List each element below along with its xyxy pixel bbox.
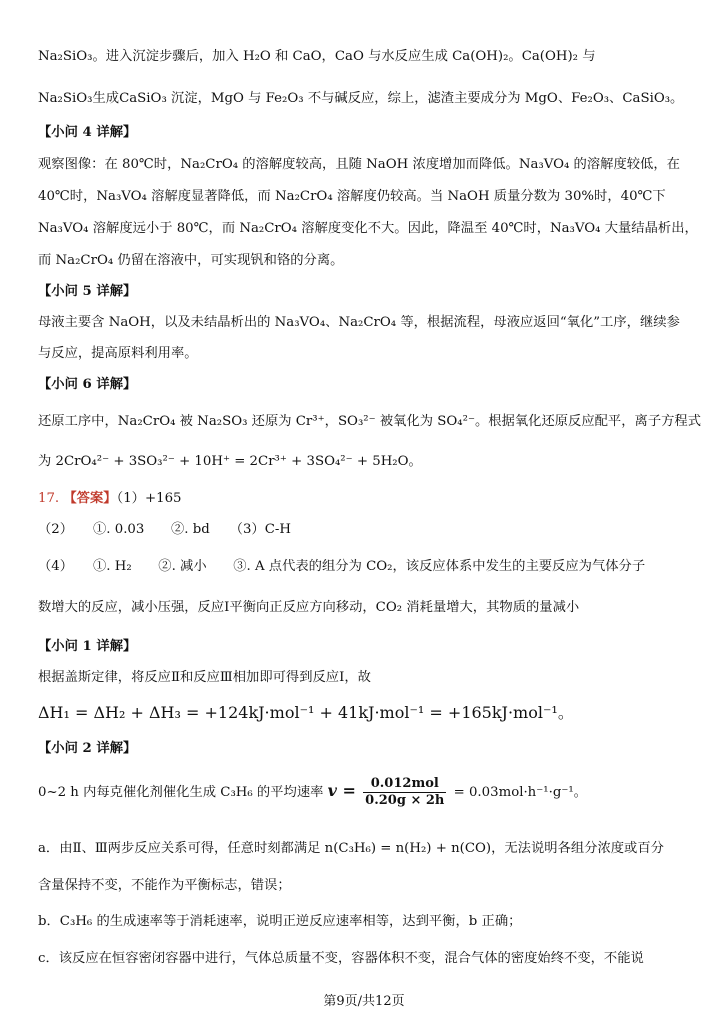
rate-result: = 0.03mol·h⁻¹·g⁻¹。 [453, 785, 587, 800]
text-line: 根据盖斯定律，将反应Ⅱ和反应Ⅲ相加即可得到反应Ⅰ，故 [38, 670, 371, 685]
answer-label: 【答案】 [63, 491, 117, 506]
section-header: 【小问 6 详解】 [38, 377, 137, 392]
text-line: 40℃时，Na₃VO₄ 溶解度显著降低，而 Na₂CrO₄ 溶解度仍较高。当 NaOH 质量分数为 30%时，40℃下 [38, 189, 666, 204]
page-footer: 第9页/共12页 [323, 994, 405, 1009]
text-line: 母液主要含 NaOH，以及未结晶析出的 Na₃VO₄、Na₂CrO₄ 等，根据流程，母液应返回“氧化”工序，继续参 [38, 315, 680, 330]
answer-2-3: （2） ①. 0.03 ②. bd （3）C-H [38, 522, 291, 537]
text-line: Na₃VO₄ 溶解度远小于 80℃，而 Na₂CrO₄ 溶解度变化不大。因此，降温至 40℃时，Na₃VO₄ 大量结晶析出， [38, 221, 698, 236]
option-c: c．该反应在恒容密闭容器中进行，气体总质量不变，容器体积不变，混合气体的密度始终不变，不能说 [38, 951, 644, 966]
text-line: Na₂SiO₃。进入沉淀步骤后，加入 H₂O 和 CaO，CaO 与水反应生成 Ca(OH)₂。Ca(OH)₂ 与 [38, 49, 596, 64]
rate-prefix: 0~2 h 内每克催化剂催化生成 C₃H₆ 的平均速率 [38, 785, 324, 800]
question-number: 17. [38, 491, 60, 506]
equation-line: ΔH₁ = ΔH₂ + ΔH₃ = +124kJ·mol⁻¹ + 41kJ·mol⁻¹ = +165kJ·mol⁻¹。 [38, 703, 574, 722]
fraction-numerator: 0.012mol [363, 776, 446, 793]
rate-line [38, 773, 690, 811]
rate-fraction [363, 776, 446, 809]
section-header: 【小问 2 详解】 [38, 741, 137, 756]
section-header: 【小问 4 详解】 [38, 125, 137, 140]
equation-line: 为 2CrO₄²⁻ + 3SO₃²⁻ + 10H⁺ = 2Cr³⁺ + 3SO₄²⁻ + 5H₂O。 [38, 454, 422, 469]
text-line: 与反应，提高原料利用率。 [38, 346, 198, 361]
answer-4: （4） ①. H₂ ②. 减小 ③. A 点代表的组分为 CO₂，该反应体系中发生的主要反应为气体分子 [38, 559, 646, 574]
answer-1: （1）+165 [116, 491, 182, 506]
answer-17-line [38, 490, 690, 508]
answer-4-cont: 数增大的反应，减小压强，反应Ⅰ平衡向正反应方向移动，CO₂ 消耗量增大，其物质的量减小 [38, 600, 580, 615]
fraction-denominator: 0.20g × 2h [365, 793, 445, 808]
text-line: 观察图像：在 80℃时，Na₂CrO₄ 的溶解度较高，且随 NaOH 浓度增加而降低。Na₃VO₄ 的溶解度较低，在 [38, 157, 680, 172]
option-a-cont: 含量保持不变，不能作为平衡标志，错误； [38, 878, 291, 893]
section-header: 【小问 1 详解】 [38, 639, 137, 654]
rate-symbol: v = [327, 781, 356, 800]
option-b: b．C₃H₆ 的生成速率等于消耗速率，说明正逆反应速率相等，达到平衡，b 正确； [38, 914, 522, 929]
text-line: Na₂SiO₃生成CaSiO₃ 沉淀，MgO 与 Fe₂O₃ 不与碱反应，综上，滤渣主要成分为 MgO、Fe₂O₃、CaSiO₃。 [38, 91, 684, 106]
option-a: a．由Ⅱ、Ⅲ两步反应关系可得，任意时刻都满足 n(C₃H₆) = n(H₂) + n(CO)，无法说明各组分浓度或百分 [38, 841, 664, 856]
text-line: 而 Na₂CrO₄ 仍留在溶液中，可实现钒和铬的分离。 [38, 253, 344, 268]
section-header: 【小问 5 详解】 [38, 284, 137, 299]
text-line: 还原工序中，Na₂CrO₄ 被 Na₂SO₃ 还原为 Cr³⁺，SO₃²⁻ 被氧化为 SO₄²⁻。根据氧化还原反应配平，离子方程式 [38, 414, 702, 429]
